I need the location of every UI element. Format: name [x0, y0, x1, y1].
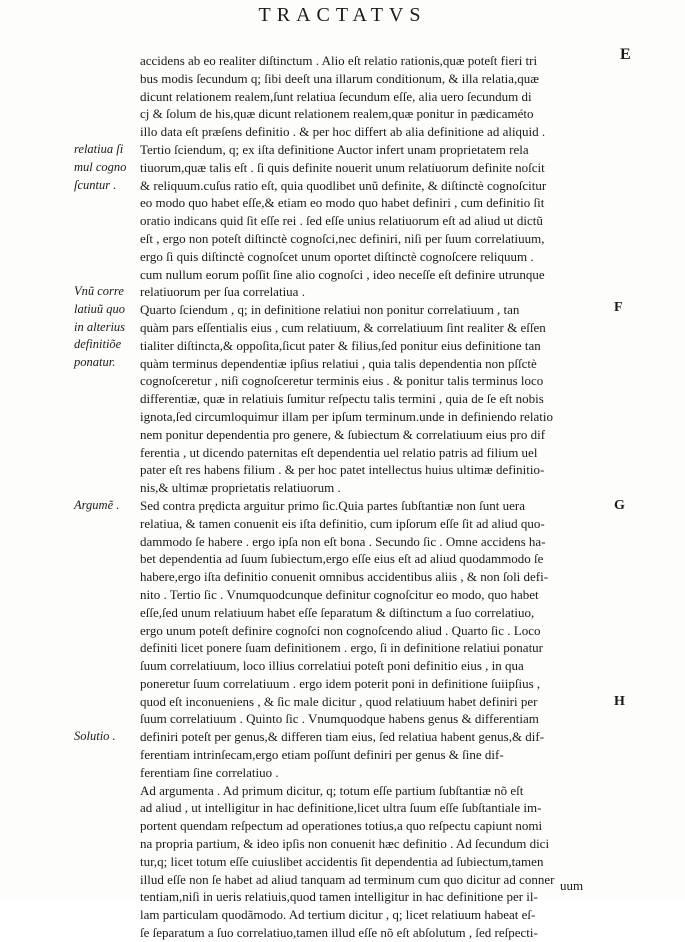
text-line: relatiuorum per ſua correlatiua .	[140, 284, 305, 300]
text-line: Quarto ſciendum , q; in definitione relatiui non ponitur correlatiuum , tan	[140, 302, 520, 318]
text-line: nito . Tertio ſic . Vnumquodcunque definitur cognoſcitur eo modo, quo habet	[140, 586, 539, 602]
signature-mark: E	[620, 46, 631, 63]
text-line: tur,q; licet totum eſſe cuiuslibet accidentis ſit dependentia ad ſubiectum,tamen	[140, 853, 544, 869]
text-line: nem ponitur dependentia pro genere, & ſubiectum & correlatiuum eius pro dif	[140, 426, 546, 442]
text-line: quod eſt inconueniens , & ſic male dicitur , quod relatiuum habet definiri per	[140, 693, 538, 709]
side-note-line: mul cogno	[74, 159, 127, 174]
text-line: ferentiam intrinſecam,ergo etiam poſſunt definiri per genus & ſine dif-	[140, 747, 504, 763]
text-line: ergo unum poteſt definire cognoſci non cognoſcendo aliud . Quarto ſic . Loco	[140, 622, 541, 638]
text-line: ferentiam ſine correlatiuo .	[140, 764, 279, 780]
text-line: Tertio ſciendum, q; ex iſta definitione Auctor infert unam proprietatem rela	[140, 141, 529, 157]
text-line: ſuum correlatiuum . Quinto ſic . Vnumquodque habens genus & differentiam	[140, 711, 539, 727]
side-note-line: Solutio .	[74, 729, 116, 743]
text-line: definiri poteſt per genus,& differen tiam eius, ſed relatiua habent genus,& dif-	[140, 729, 545, 745]
side-note-argume	[74, 497, 142, 515]
text-line: bus modis ſecundum q; ſibi deeſt una illarum conditionum, & illa relatia,quæ	[140, 70, 539, 86]
text-line: definiti licet ponere ſuam definitionem . ergo, ſi in definitione relatiui ponatur	[140, 640, 544, 656]
text-line: cj & ſolum de his,quæ dicunt relationem realem,quæ ponitur in pædicaméto	[140, 106, 534, 122]
catchword: uum	[560, 878, 584, 893]
text-line: dammodo ſe habere . ergo ipſa non eſt bona . Secundo ſic . Omne accidens ha-	[140, 533, 546, 549]
text-line: ſuum correlatiuum, loco illius correlatiui poteſt poni definitio eius , in qua	[140, 658, 524, 674]
text-line: nis,& ultimæ proprietatis relatiuorum .	[140, 480, 341, 496]
text-line: bet dependentia ad ſuum ſubiectum,ergo eſſe eius eſt ad aliud quodammodo ſe	[140, 551, 544, 567]
side-note-relatiua	[74, 141, 142, 194]
text-line: cum nullum eorum poſſit ſine alio cognoſci , ideo neceſſe eſt definire utrunque	[140, 266, 545, 282]
side-note-line: relatiua ſi	[74, 142, 124, 156]
text-line: habere,ergo iſta definitio conuenit omnibus accidentibus aliis , & non ſoli defi-	[140, 569, 549, 585]
text-line: pater eſt res habens filium . & per hoc patet intellectus huius ultimæ definitio-	[140, 462, 545, 478]
text-line: portent quendam reſpectum ad operationes totius,a quo reſpectu capiunt nomi	[140, 818, 543, 834]
side-note-line: in alterius	[74, 319, 126, 334]
side-note-line: definitiõe	[74, 337, 122, 352]
text-line: illo data eſt præſens definitio . & per hoc differt ab alia definitione ad aliquid .	[140, 124, 546, 140]
text-line: na propria partium, & ideo ipſis non conuenit hæc definitio . Ad ſecundum dici	[140, 836, 550, 852]
margin-letter-f: F	[614, 300, 623, 315]
text-line: ſe ſeparatum a ſuo correlatiuo,tamen illud eſſe nõ eſt abſolutum , ſed reſpecti-	[140, 925, 538, 941]
text-line: Sed contra prędicta arguitur primo ſic.Quia partes ſubſtantiæ non ſunt uera	[140, 497, 525, 513]
side-note-vnu-corre	[74, 283, 142, 372]
text-line: ad aliud , ut intelligitur in hac definitione,licet ultra ſuum eſſe ſubſtantiale im-	[140, 800, 542, 816]
text-line: accidens ab eo realiter diſtinctum . Alio eſt relatio rationis,quæ poteſt fieri tri	[140, 53, 538, 68]
side-note-line: Argumẽ .	[74, 498, 120, 512]
text-line: & reliquum.cuſus ratio eſt, quia quodlibet unũ definite, & diſtinctè cognoſcitur	[140, 177, 547, 193]
text-line: eſſe,ſed unum relatiuum habet eſſe ſeparatum & diſtinctum a ſuo correlatiuo,	[140, 604, 535, 620]
running-header	[0, 4, 685, 27]
text-line: dicunt relationem realem,ſunt relatiua ſecundum eſſe, alia uero ſecundum di	[140, 88, 532, 104]
side-note-line: ponatur.	[74, 355, 116, 370]
text-line: ignota,ſed circumloquimur illam per ipſum terminum.unde in definiendo relatio	[140, 408, 554, 424]
text-line: quàm pars eſſentialis eius , cum relatiuum, & correlatiuum ſint realiter & eſſen	[140, 319, 546, 335]
text-line: lam particulam quodãmodo. Ad tertium dicitur , q; licet relatiuum habeat eſ-	[140, 907, 536, 923]
text-line: ferentia , ut dicendo paternitas eſt dependentia uel relatio patris ad filium uel	[140, 444, 538, 460]
text-line: relatiua, & tamen conuenit eis iſta definitio, cum ipſorum eſſe ſit ad aliud quo-	[140, 515, 545, 531]
text-line: oratio indicans quid ſit eſſe rei . ſed eſſe unius relatiuorum eſt ad aliud ut dictũ	[140, 213, 543, 229]
text-line: differentiæ, quæ in relatiuis ſumitur reſpectu talis termini , quia de ſe eſt nobis	[140, 391, 544, 407]
text-line: eo modo quo habet eſſe,& etiam eo modo quo habet definiri , cum definitio ſit	[140, 195, 545, 211]
text-line: tentiam,niſi in ueris relatiuis,quod tamen intelligitur in hac definitione per il-	[140, 889, 538, 905]
text-line: tiuorum,quæ talis eſt . ſi quis definite nouerit unum relatiuorum definite noſcit	[140, 159, 545, 175]
main-text-block	[140, 52, 610, 942]
header-title: TRACTATVS	[258, 4, 427, 26]
text-line: tialiter diſtincta,& oppoſita,ſicut pater & filius,ſed ponitur eius definitione tan	[140, 337, 541, 353]
side-note-line: latiuũ quo	[74, 301, 126, 316]
side-note-line: Vnũ corre	[74, 284, 124, 298]
margin-letter-h: H	[614, 694, 625, 709]
text-line: quàm terminus dependentiæ ipſius relatiui , quia talis dependentia non pſſctè	[140, 355, 537, 371]
text-line: ergo ſi quis diſtinctè cognoſcet unum oportet diſtinctè cognoſcere reliquum .	[140, 248, 534, 264]
text-line: cognoſceretur , niſi cognoſceretur terminis eius . & ponitur talis terminus loco	[140, 373, 544, 389]
side-note-line: ſcuntur .	[74, 177, 117, 192]
text-line: illud eſſe non ſe habet ad aliud tanquam ad terminum cum quo dicitur ad conner	[140, 871, 555, 887]
text-line: eſt , ergo non poteſt diſtinctè cognoſci,nec definiri, niſi per ſuum correlatiuum,	[140, 230, 545, 246]
text-line: Ad argumenta . Ad primum dicitur, q; totum eſſe partium ſubſtantiæ nõ eſt	[140, 782, 524, 798]
text-line: poneretur ſuum correlatiuum . ergo idem poterit poni in definitione ſuiipſius ,	[140, 675, 541, 691]
margin-letter-g: G	[614, 498, 625, 513]
side-note-solutio	[74, 728, 142, 746]
